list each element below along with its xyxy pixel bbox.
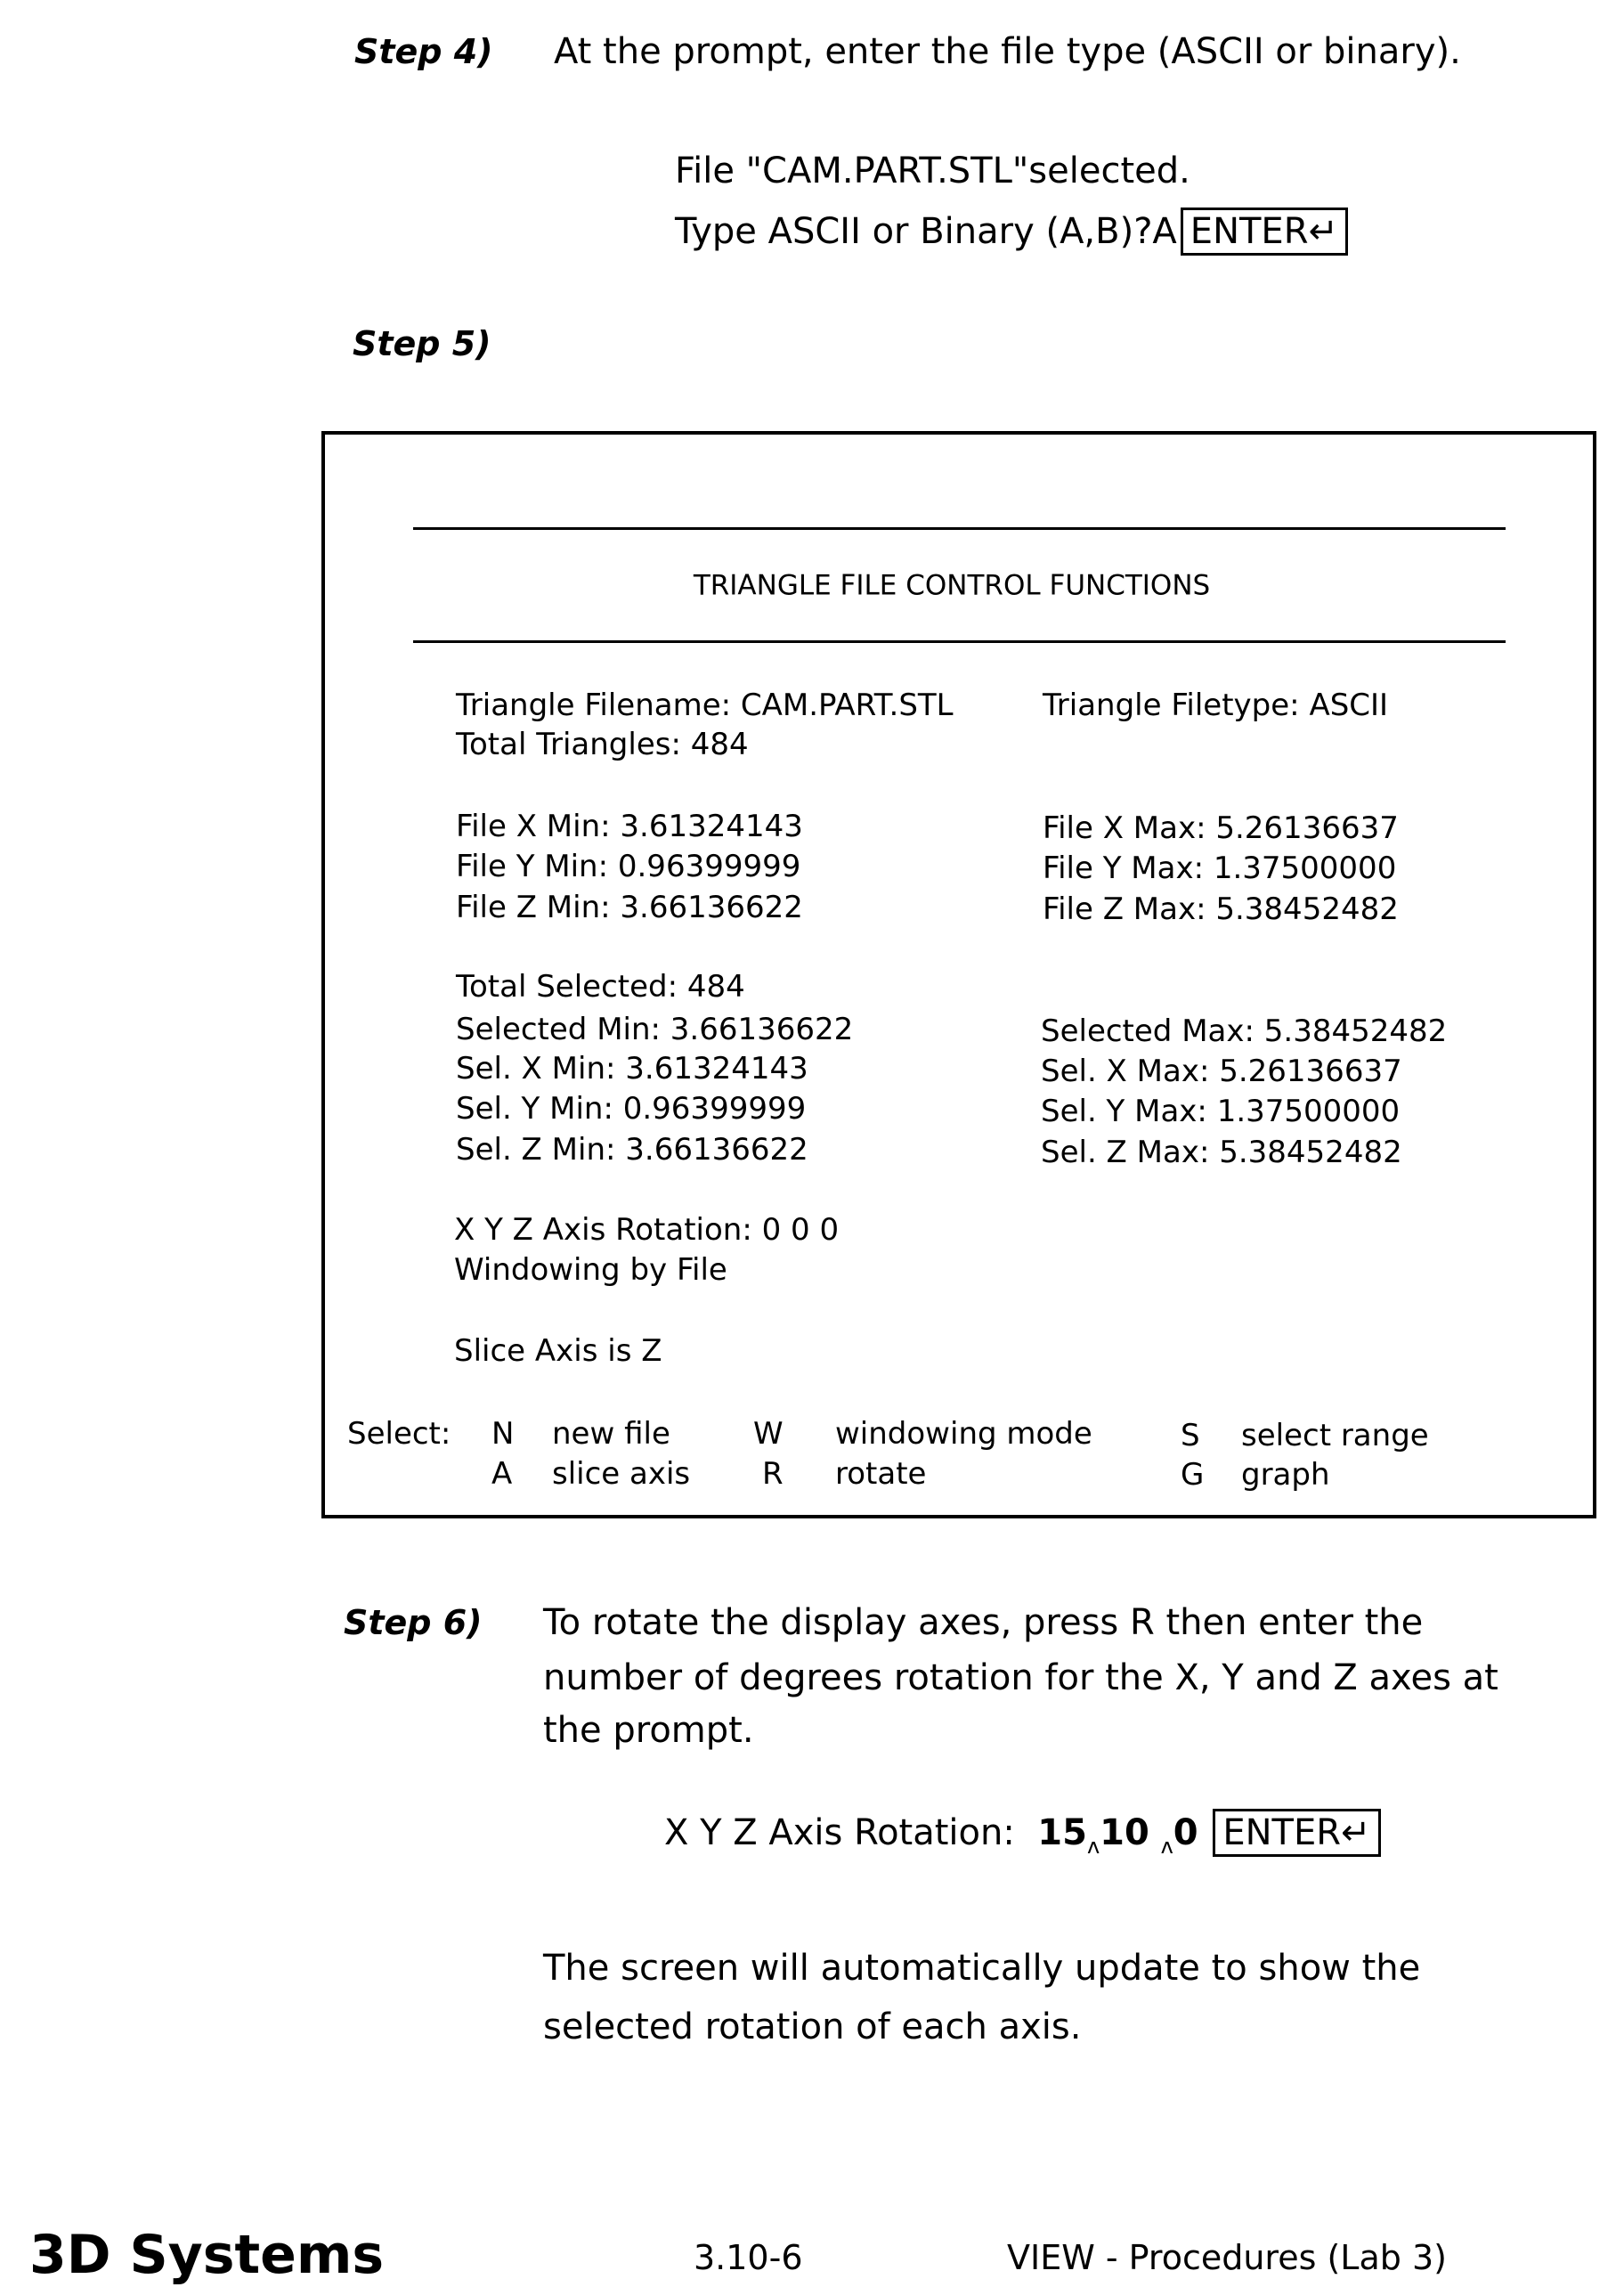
total-triangles: Total Triangles: 484 — [456, 729, 749, 760]
space-caret: ʌ — [1161, 1834, 1173, 1859]
sel-x-max: Sel. X Max: 5.26136637 — [1041, 1056, 1402, 1087]
enter-key: ENTER↵ — [1213, 1809, 1380, 1857]
screen-title: TRIANGLE FILE CONTROL FUNCTIONS — [694, 573, 1210, 600]
filename: Triangle Filename: CAM.PART.STL — [456, 690, 954, 720]
enter-key: ENTER↵ — [1181, 208, 1348, 256]
axis-rotation: X Y Z Axis Rotation: 0 0 0 — [454, 1215, 839, 1245]
divider — [413, 527, 1506, 530]
step4-text: At the prompt, enter the file type (ASCII or binary). — [554, 34, 1461, 69]
file-y-min: File Y Min: 0.96399999 — [456, 851, 800, 882]
sel-y-max: Sel. Y Max: 1.37500000 — [1041, 1096, 1400, 1127]
option-key-s[interactable]: S — [1181, 1420, 1200, 1451]
selected-min: Selected Min: 3.66136622 — [456, 1014, 853, 1045]
file-z-max: File Z Max: 5.38452482 — [1043, 894, 1399, 924]
slice-axis: Slice Axis is Z — [454, 1336, 662, 1366]
result-line2: selected rotation of each axis. — [543, 2009, 1081, 2045]
file-x-max: File X Max: 5.26136637 — [1043, 813, 1399, 843]
total-selected: Total Selected: 484 — [456, 972, 745, 1002]
select-label: Select: — [347, 1419, 451, 1449]
option-select-range[interactable]: select range — [1241, 1420, 1429, 1451]
option-new-file[interactable]: new file — [552, 1419, 670, 1449]
sel-y-min: Sel. Y Min: 0.96399999 — [456, 1094, 806, 1124]
option-key-g[interactable]: G — [1181, 1460, 1204, 1490]
rotation-label: X Y Z Axis Rotation: — [664, 1812, 1015, 1853]
option-slice-axis[interactable]: slice axis — [552, 1459, 690, 1489]
space-caret: ʌ — [1087, 1834, 1100, 1859]
option-graph[interactable]: graph — [1241, 1460, 1330, 1490]
step6-label: Step 6) — [344, 1606, 483, 1640]
windowing: Windowing by File — [454, 1255, 727, 1285]
option-key-n[interactable]: N — [491, 1419, 514, 1449]
step4-prompt-line1: File "CAM.PART.STL"selected. — [675, 153, 1190, 189]
footer-page: 3.10-6 — [694, 2241, 803, 2275]
sel-x-min: Sel. X Min: 3.61324143 — [456, 1054, 808, 1084]
divider — [413, 640, 1506, 643]
file-y-max: File Y Max: 1.37500000 — [1043, 853, 1396, 883]
footer-section: VIEW - Procedures (Lab 3) — [1007, 2241, 1447, 2275]
file-x-min: File X Min: 3.61324143 — [456, 811, 803, 842]
step6-line3: the prompt. — [543, 1713, 754, 1748]
option-key-a[interactable]: A — [491, 1459, 512, 1489]
option-key-w[interactable]: W — [753, 1419, 784, 1449]
option-windowing-mode[interactable]: windowing mode — [835, 1419, 1092, 1449]
step6-line2: number of degrees rotation for the X, Y and Z axes at — [543, 1660, 1498, 1696]
selected-max: Selected Max: 5.38452482 — [1041, 1016, 1447, 1046]
step6-line1: To rotate the display axes, press R then enter the — [543, 1605, 1423, 1640]
step4-prompt-line2 — [675, 208, 1348, 256]
rotation-x: 15 — [1037, 1812, 1087, 1853]
result-line1: The screen will automatically update to show the — [543, 1950, 1420, 1986]
prompt-text: Type ASCII or Binary (A,B)?A — [675, 211, 1177, 252]
rotation-z: 0 — [1173, 1812, 1198, 1853]
step4-label: Step 4) — [354, 35, 493, 69]
sel-z-min: Sel. Z Min: 3.66136622 — [456, 1135, 808, 1165]
step5-label: Step 5) — [353, 327, 491, 361]
option-rotate[interactable]: rotate — [835, 1459, 926, 1489]
filetype: Triangle Filetype: ASCII — [1043, 690, 1388, 720]
sel-z-max: Sel. Z Max: 5.38452482 — [1041, 1137, 1402, 1168]
rotation-prompt — [664, 1809, 1381, 1857]
footer-company: 3D Systems — [29, 2228, 384, 2282]
file-z-min: File Z Min: 3.66136622 — [456, 892, 803, 923]
option-key-r[interactable]: R — [762, 1459, 784, 1489]
rotation-y: 10 — [1100, 1812, 1149, 1853]
